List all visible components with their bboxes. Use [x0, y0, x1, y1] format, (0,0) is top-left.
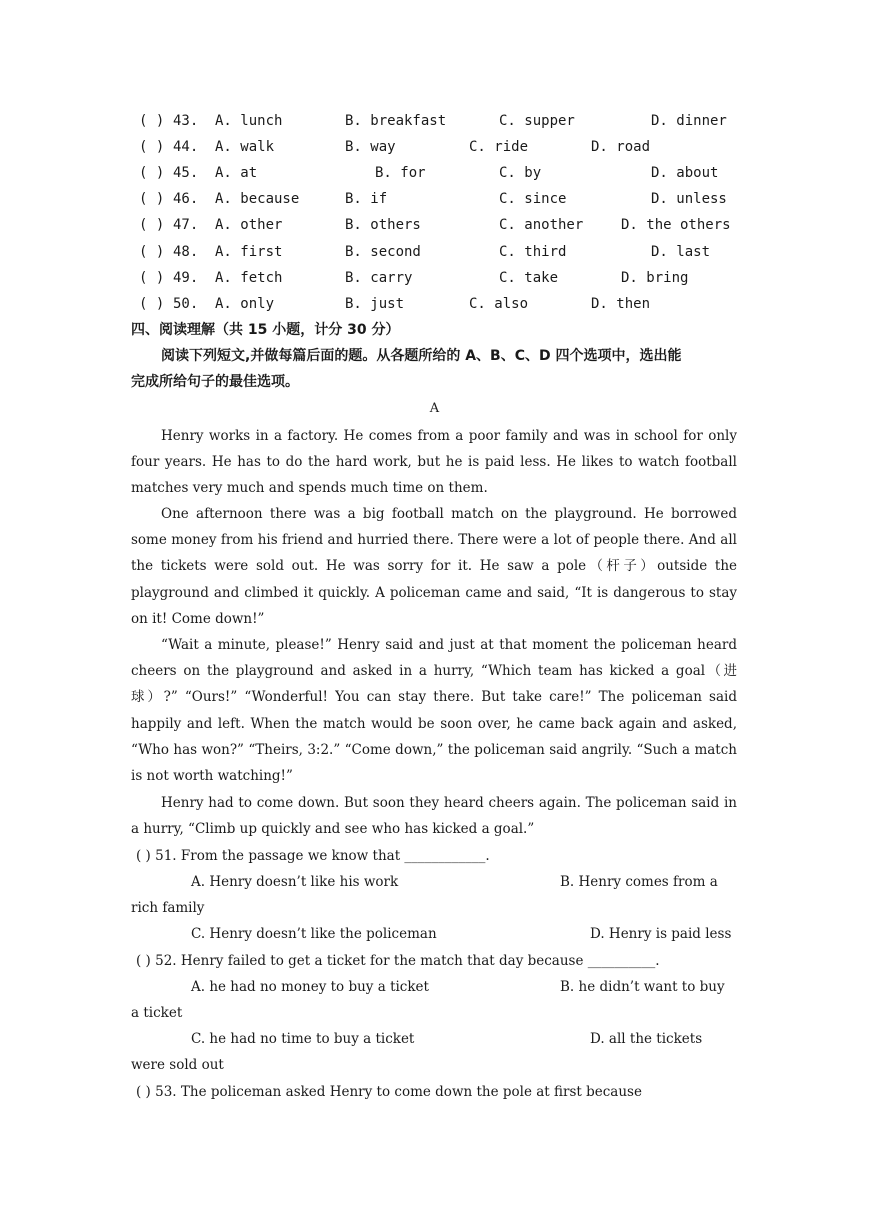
option-d: D. road: [591, 139, 651, 156]
q51-option-b-cont: rich family: [131, 900, 205, 916]
q52-option-a: A. he had no money to buy a ticket: [191, 979, 429, 995]
option-c: C. third: [499, 243, 567, 260]
question-53-stem: ( ) 53. The policeman asked Henry to come down the pole at first because: [136, 1084, 642, 1100]
option-d: D. dinner: [651, 113, 727, 129]
q51-option-c: C. Henry doesn’t like the policeman: [191, 926, 437, 942]
option-c: C. another: [499, 217, 584, 234]
option-d: D. unless: [651, 191, 727, 208]
answer-blank: ( ): [139, 139, 165, 156]
question-number: 49.: [173, 269, 199, 286]
option-d: D. then: [591, 295, 651, 312]
q51-option-b: B. Henry comes from a: [560, 874, 718, 890]
answer-blank: ( ): [139, 243, 165, 260]
section-heading: 四、阅读理解（共 15 小题，计分 30 分）: [131, 322, 400, 338]
option-b: B. way: [345, 139, 396, 156]
option-a: A. other: [215, 217, 283, 234]
q52-option-d-cont: were sold out: [131, 1057, 224, 1073]
instruction-line-2: 完成所给句子的最佳选项。: [131, 374, 299, 390]
option-b: B. just: [345, 295, 405, 312]
option-a: A. fetch: [215, 269, 283, 286]
q52-option-b-cont: a ticket: [131, 1005, 183, 1021]
option-b: B. if: [345, 191, 388, 208]
q52-option-b: B. he didn’t want to buy: [560, 979, 725, 995]
option-a: A. only: [215, 295, 275, 312]
option-c: C. supper: [499, 113, 575, 129]
question-number: 46.: [173, 191, 199, 208]
passage-paragraph-2: One afternoon there was a big football match on the playground. He borrowed some money from his friend and hurried there. There were a lot of people there. And all the tickets were sold out. He was sorry for it. He saw a pole（杆子）outside the playground and climbed it quickly. A policeman came and said, “It is dangerous to stay on it! Come down!”: [131, 506, 737, 627]
q51-option-a: A. Henry doesn’t like his work: [191, 874, 399, 890]
option-d: D. last: [651, 243, 711, 260]
question-number: 50.: [173, 295, 199, 312]
option-b: B. others: [345, 217, 421, 234]
answer-blank: ( ): [139, 165, 165, 182]
option-a: A. first: [215, 243, 283, 260]
passage-label: A: [429, 401, 440, 416]
answer-blank: ( ): [139, 217, 165, 234]
answer-blank: ( ): [139, 295, 165, 312]
option-a: A. at: [215, 165, 258, 182]
option-c: C. since: [499, 191, 567, 208]
option-a: A. because: [215, 191, 300, 208]
q52-option-c: C. he had no time to buy a ticket: [191, 1031, 415, 1047]
option-a: A. lunch: [215, 113, 283, 129]
option-c: C. by: [499, 165, 542, 182]
option-d: D. bring: [621, 269, 689, 286]
answer-blank: ( ): [139, 191, 165, 208]
q52-option-d: D. all the tickets: [590, 1031, 703, 1047]
option-c: C. take: [499, 269, 559, 286]
answer-blank: ( ): [139, 113, 165, 129]
question-number: 47.: [173, 217, 199, 234]
question-number: 43.: [173, 113, 199, 129]
question-number: 48.: [173, 243, 199, 260]
option-a: A. walk: [215, 139, 275, 156]
question-51-stem: ( ) 51. From the passage we know that ____________.: [136, 848, 490, 864]
passage-paragraph-1: Henry works in a factory. He comes from a poor family and was in school for only four years. He has to do the hard work, but he is paid less. He likes to watch football matches very much and spends much time on them.: [131, 428, 737, 497]
option-c: C. ride: [469, 139, 529, 156]
option-d: D. the others: [621, 217, 731, 234]
question-number: 45.: [173, 165, 199, 182]
option-b: B. carry: [345, 269, 413, 286]
q51-option-d: D. Henry is paid less: [590, 926, 732, 942]
option-b: B. breakfast: [345, 113, 447, 129]
instruction-line-1: 阅读下列短文,并做每篇后面的题。从各题所给的 A、B、C、D 四个选项中，选出能: [161, 348, 682, 364]
question-52-stem: ( ) 52. Henry failed to get a ticket for the match that day because __________.: [136, 953, 660, 969]
passage-paragraph-3: “Wait a minute, please!” Henry said and just at that moment the policeman heard cheers on the playground and asked in a hurry, “Which team has kicked a goal（进球）?” “Ours!” “Wonderful! You can stay there. But take care!” The policeman said happily and left. When the match would be soon over, he came back again and asked, “Who has won?” “Theirs, 3:2.” “Come down,” the policeman said angrily. “Such a match is not worth watching!”: [131, 637, 737, 785]
option-b: B. second: [345, 243, 421, 260]
passage-paragraph-4: Henry had to come down. But soon they heard cheers again. The policeman said in a hurry, “Climb up quickly and see who has kicked a goal.”: [131, 795, 737, 838]
option-d: D. about: [651, 165, 719, 182]
option-c: C. also: [469, 295, 529, 312]
question-number: 44.: [173, 139, 199, 156]
answer-blank: ( ): [139, 269, 165, 286]
option-b: B. for: [375, 165, 426, 182]
